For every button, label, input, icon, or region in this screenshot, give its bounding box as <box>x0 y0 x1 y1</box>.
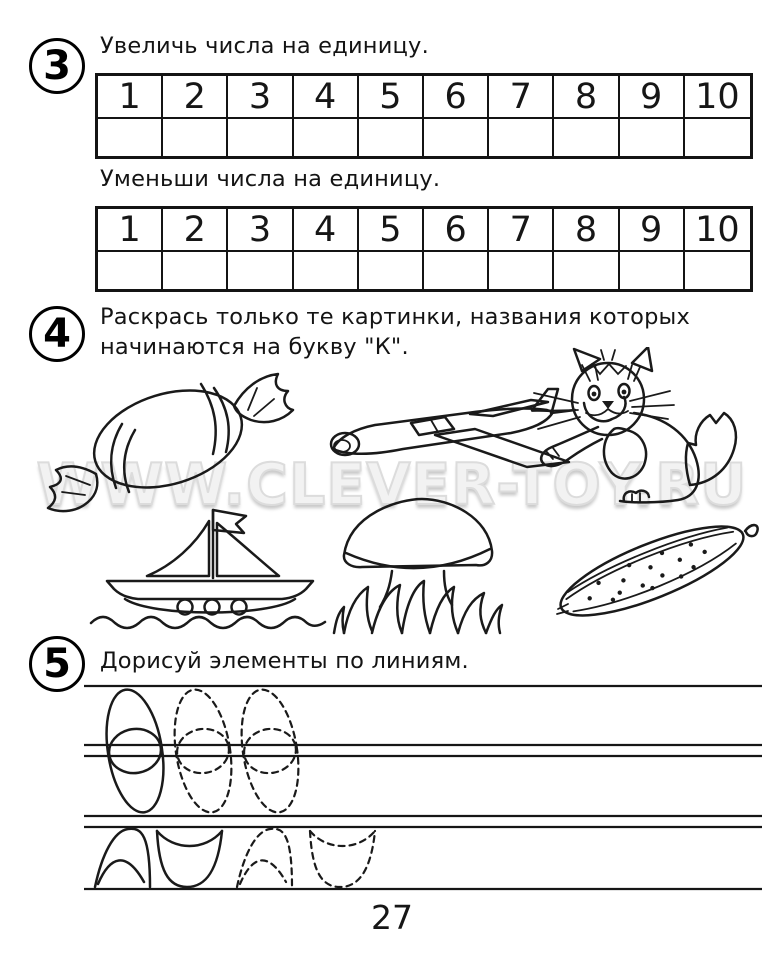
task4-instruction-line1: Раскрась только те картинки, названия которых <box>100 304 691 330</box>
table-header-cell: 4 <box>294 209 359 252</box>
table-answer-cell[interactable] <box>359 252 424 289</box>
table-header-cell: 7 <box>489 76 554 119</box>
table-header-cell: 2 <box>163 76 228 119</box>
mushroom-drawing[interactable] <box>332 491 504 635</box>
task3-number: 3 <box>43 43 71 89</box>
oval-element-dashed[interactable] <box>167 686 240 817</box>
decrease-table <box>95 206 753 292</box>
increase-table <box>95 73 753 159</box>
task5-number: 5 <box>43 641 71 687</box>
sailboat-drawing[interactable] <box>85 505 335 633</box>
table-answer-cell[interactable] <box>163 119 228 156</box>
table-answer-cell[interactable] <box>228 119 293 156</box>
table-header-cell: 7 <box>489 209 554 252</box>
table-header-cell: 3 <box>228 76 293 119</box>
cucumber-drawing[interactable] <box>542 501 764 637</box>
table-header-cell: 6 <box>424 76 489 119</box>
table-header-cell: 5 <box>359 209 424 252</box>
watermark: WWW.CLEVER-TOY.RU <box>36 452 748 518</box>
table-answer-cell[interactable] <box>294 252 359 289</box>
cat-drawing[interactable] <box>528 347 760 524</box>
table-answer-cell[interactable] <box>554 119 619 156</box>
table-answer-cell[interactable] <box>685 119 750 156</box>
mushroom-svg <box>332 491 504 635</box>
task4-number: 4 <box>43 311 71 357</box>
table-header-cell: 8 <box>554 209 619 252</box>
table-answer-cell[interactable] <box>489 252 554 289</box>
table-answer-cell[interactable] <box>685 252 750 289</box>
table-header-cell: 1 <box>98 209 163 252</box>
candy-svg <box>38 366 303 518</box>
table-header-cell: 10 <box>685 76 750 119</box>
task4-instruction-line2: начинаются на букву "К". <box>100 334 409 360</box>
sailboat-svg <box>85 505 335 633</box>
handwriting-lines-svg <box>82 678 764 896</box>
table-header-cell: 1 <box>98 76 163 119</box>
table-header-cell: 10 <box>685 209 750 252</box>
cat-svg <box>528 347 760 524</box>
arc-element-dashed[interactable] <box>237 829 375 887</box>
table-answer-cell[interactable] <box>359 119 424 156</box>
table-answer-cell[interactable] <box>620 119 685 156</box>
table-header-cell: 6 <box>424 209 489 252</box>
task5-number-badge <box>29 636 85 692</box>
candy-drawing[interactable] <box>38 366 303 518</box>
table-header-cell: 2 <box>163 209 228 252</box>
task3-instruction-increase: Увеличь числа на единицу. <box>100 33 429 59</box>
table-header-cell: 9 <box>620 209 685 252</box>
table-answer-cell[interactable] <box>424 252 489 289</box>
task3-instruction-decrease: Уменьши числа на единицу. <box>100 166 441 192</box>
table-header-cell: 8 <box>554 76 619 119</box>
table-answer-cell[interactable] <box>489 119 554 156</box>
task5-instruction: Дорисуй элементы по линиям. <box>100 648 469 674</box>
task4-number-badge <box>29 306 85 362</box>
table-answer-cell[interactable] <box>620 252 685 289</box>
cucumber-svg <box>542 501 764 637</box>
page-number: 27 <box>371 898 413 937</box>
oval-element-solid <box>99 686 172 817</box>
task3-number-badge <box>29 38 85 94</box>
table-answer-cell[interactable] <box>98 119 163 156</box>
table-answer-cell[interactable] <box>554 252 619 289</box>
table-answer-cell[interactable] <box>294 119 359 156</box>
handwriting-practice-area[interactable] <box>82 678 764 896</box>
arc-element-solid <box>95 829 222 887</box>
table-header-cell: 4 <box>294 76 359 119</box>
table-answer-cell[interactable] <box>98 252 163 289</box>
table-header-cell: 9 <box>620 76 685 119</box>
oval-element-dashed[interactable] <box>234 686 307 817</box>
table-header-cell: 3 <box>228 209 293 252</box>
table-header-cell: 5 <box>359 76 424 119</box>
table-answer-cell[interactable] <box>163 252 228 289</box>
table-answer-cell[interactable] <box>228 252 293 289</box>
table-answer-cell[interactable] <box>424 119 489 156</box>
